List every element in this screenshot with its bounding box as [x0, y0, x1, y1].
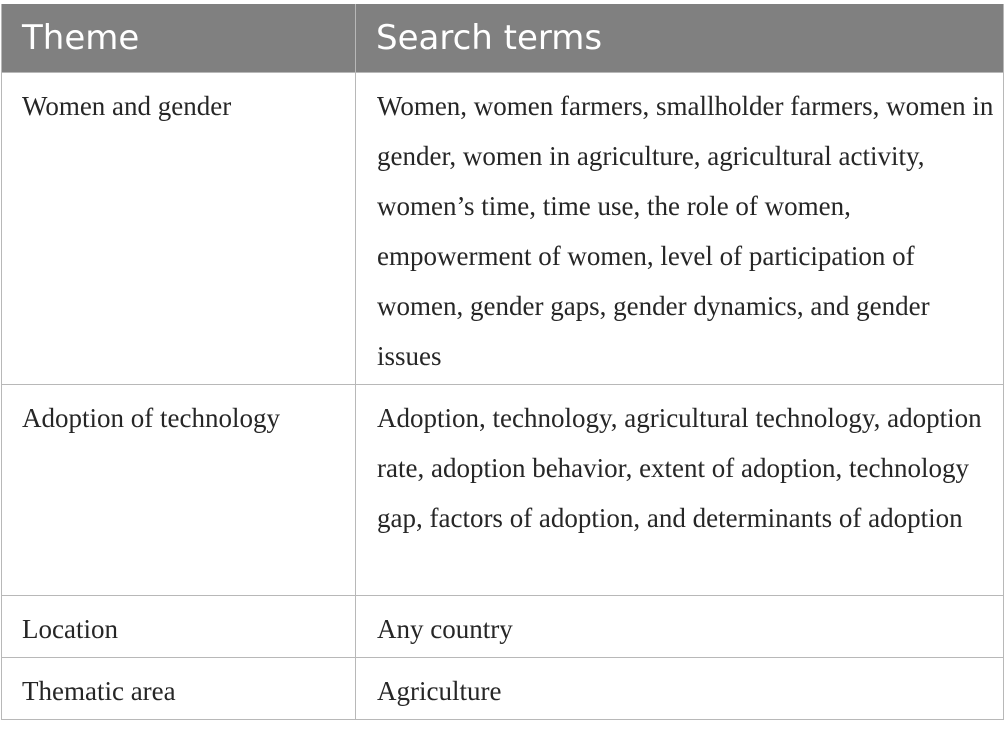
table-row: [2, 384, 1004, 595]
theme-cell: Adoption of technology: [2, 384, 356, 595]
table-row: [2, 72, 1004, 384]
header-theme: Theme: [2, 4, 356, 72]
table-row: [2, 595, 1004, 657]
search-terms-cell: Adoption, technology, agricultural technology, adoption rate, adoption behavior, extent of adoption, technology gap, factors of adoption, and determinants of adoption: [356, 384, 1004, 595]
header-search-terms: Search terms: [356, 4, 1004, 72]
theme-cell: Location: [2, 595, 356, 657]
header-row: [2, 4, 1004, 72]
table-body: [2, 72, 1004, 719]
table-header: [2, 4, 1004, 72]
theme-cell: Women and gender: [2, 72, 356, 384]
search-terms-cell: Agriculture: [356, 657, 1004, 719]
table-row: [2, 657, 1004, 719]
search-terms-table: [1, 4, 1004, 720]
search-terms-cell: Women, women farmers, smallholder farmers, women in gender, women in agriculture, agricultural activity, women’s time, time use, the role of women, empowerment of women, level of participation of women, gender gaps, gender dynamics, and gender issues: [356, 72, 1004, 384]
theme-cell: Thematic area: [2, 657, 356, 719]
search-terms-cell: Any country: [356, 595, 1004, 657]
